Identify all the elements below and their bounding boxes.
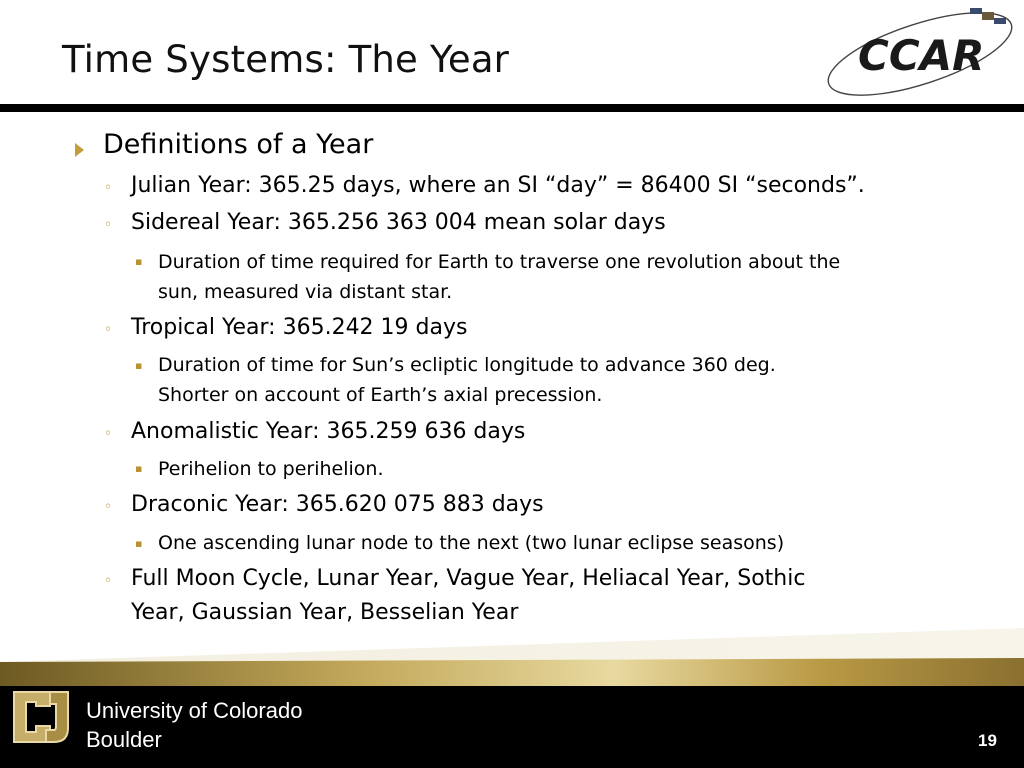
- university-name: [86, 696, 302, 754]
- arrow-bullet-icon: [75, 143, 84, 157]
- sidereal-note-line2: sun, measured via distant star.: [158, 281, 453, 303]
- square-bullet-icon: ▪: [135, 537, 143, 550]
- tropical-note-line1: Duration of time for Sun’s ecliptic longitude to advance 360 deg.: [158, 354, 776, 376]
- other-years-line2: Year, Gaussian Year, Besselian Year: [131, 600, 519, 625]
- tropical-note-line2: Shorter on account of Earth’s axial precession.: [158, 384, 603, 406]
- logo-text: CCAR: [858, 31, 985, 80]
- heading-bullet: Definitions of a Year: [103, 129, 374, 160]
- circle-bullet-icon: ◦: [104, 499, 113, 515]
- julian-year-bullet: Julian Year: 365.25 days, where an SI “day” = 86400 SI “seconds”.: [131, 173, 865, 198]
- cu-logo: [8, 684, 74, 750]
- sidereal-year-bullet: Sidereal Year: 365.256 363 004 mean solar days: [131, 210, 666, 235]
- square-bullet-icon: ▪: [135, 359, 143, 372]
- anomalistic-note: Perihelion to perihelion.: [158, 458, 384, 480]
- slide-title: Time Systems: The Year: [62, 38, 510, 81]
- circle-bullet-icon: ◦: [104, 217, 113, 233]
- university-line2: Boulder: [86, 727, 162, 752]
- tropical-year-bullet: Tropical Year: 365.242 19 days: [131, 315, 468, 340]
- anomalistic-year-bullet: Anomalistic Year: 365.259 636 days: [131, 419, 526, 444]
- circle-bullet-icon: ◦: [104, 180, 113, 196]
- square-bullet-icon: ▪: [135, 255, 143, 268]
- ccar-logo: [822, 2, 1018, 102]
- other-years-line1: Full Moon Cycle, Lunar Year, Vague Year, Heliacal Year, Sothic: [131, 566, 806, 591]
- page-number: 19: [978, 731, 997, 750]
- circle-bullet-icon: ◦: [104, 426, 113, 442]
- draconic-year-bullet: Draconic Year: 365.620 075 883 days: [131, 492, 544, 517]
- title-divider: [0, 104, 1024, 112]
- square-bullet-icon: ▪: [135, 462, 143, 475]
- draconic-note: One ascending lunar node to the next (two lunar eclipse seasons): [158, 532, 785, 554]
- sidereal-note-line1: Duration of time required for Earth to traverse one revolution about the: [158, 251, 841, 273]
- circle-bullet-icon: ◦: [104, 573, 113, 589]
- circle-bullet-icon: ◦: [104, 322, 113, 338]
- university-line1: University of Colorado: [86, 698, 303, 723]
